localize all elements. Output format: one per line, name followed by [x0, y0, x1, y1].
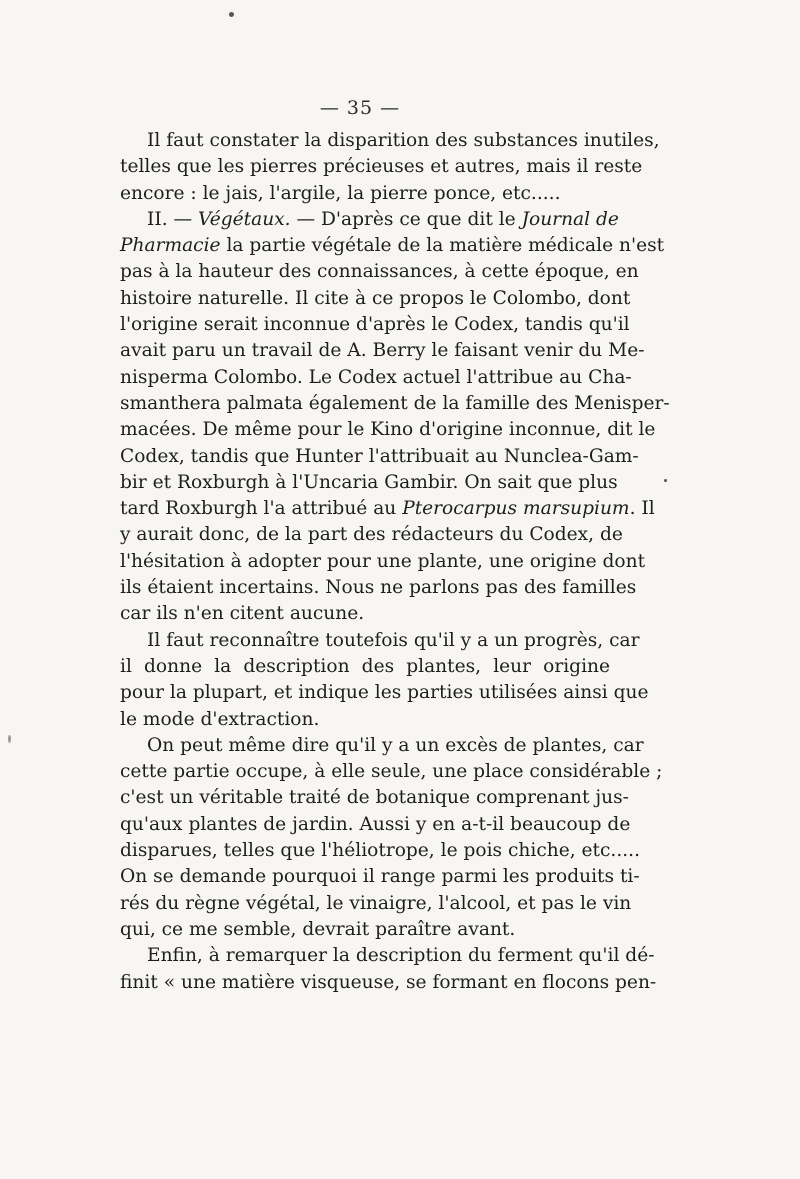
text-run: la partie végétale de la matière médicale n'est [220, 235, 665, 257]
text-line: pas à la hauteur des connaissances, à cette époque, en [120, 261, 639, 283]
text-line: Il faut constater la disparition des substances inutiles, [147, 130, 660, 151]
text-line: disparues, telles que l'héliotrope, le pois chiche, etc..... [120, 840, 640, 862]
text-line: c'est un véritable traité de botanique comprenant jus- [120, 787, 629, 809]
text-line: Il faut reconnaître toutefois qu'il y a un progrès, car [147, 629, 640, 651]
text-run: — D'après ce que dit le [290, 208, 522, 230]
text-line [120, 496, 655, 522]
text-line: macées. De même pour le Kino d'origine inconnue, dit le [120, 419, 656, 441]
text-line: Codex, tandis que Hunter l'attribuait au Nunclea-Gam- [120, 445, 639, 467]
text-line: nisperma Colombo. Le Codex actuel l'attribue au Cha- [120, 366, 632, 388]
text-line: avait paru un travail de A. Berry le faisant venir du Me- [120, 340, 645, 362]
text-line: ils étaient incertains. Nous ne parlons pas des familles [120, 577, 637, 599]
text-line: qu'aux plantes de jardin. Aussi y en a-t-il beaucoup de [120, 813, 631, 835]
text-line: rés du règne végétal, le vinaigre, l'alcool, et pas le vin [120, 892, 632, 914]
text-line: il donne la description des plantes, leur origine [120, 655, 610, 677]
text-line: l'hésitation à adopter pour une plante, une origine dont [120, 550, 646, 572]
text-line: bir et Roxburgh à l'Uncaria Gambir. On sait que plus [120, 471, 618, 493]
body-text [120, 128, 670, 996]
text-line: smanthera palmata également de la famille des Menisper- [120, 392, 670, 414]
italic-text: Pharmacie [120, 235, 221, 257]
text-line: cette partie occupe, à elle seule, une place considérable ; [120, 761, 663, 783]
text-line [120, 207, 619, 233]
text-run: tard Roxburgh l'a attribué au [120, 498, 403, 520]
italic-text: Pterocarpus marsupium [402, 498, 630, 520]
text-run: II. — [147, 208, 199, 230]
ink-speck [8, 735, 11, 743]
text-line: pour la plupart, et indique les parties utilisées ainsi que [120, 682, 649, 704]
text-line: y aurait donc, de la part des rédacteurs du Codex, de [120, 524, 623, 546]
text-line: histoire naturelle. Il cite à ce propos le Colombo, dont [120, 287, 631, 309]
page-number: — 35 — [319, 97, 401, 119]
text-line: l'origine serait inconnue d'après le Codex, tandis qu'il [120, 314, 630, 336]
text-line: On se demande pourquoi il range parmi les produits ti- [120, 866, 640, 888]
text-line: le mode d'extraction. [120, 708, 320, 730]
ink-speck [229, 12, 234, 17]
text-run: . Il [629, 498, 655, 520]
text-line: finit « une matière visqueuse, se formant en flocons pen- [120, 971, 657, 993]
text-line: car ils n'en citent aucune. [120, 603, 365, 625]
text-line [120, 233, 665, 259]
text-line: qui, ce me semble, devrait paraître avant. [120, 918, 516, 940]
italic-text: Journal de [521, 208, 619, 230]
text-line: encore : le jais, l'argile, la pierre ponce, etc..... [120, 182, 561, 204]
text-line: Enfin, à remarquer la description du ferment qu'il dé- [147, 945, 655, 967]
italic-text: Végétaux. [198, 208, 291, 230]
text-line: telles que les pierres précieuses et autres, mais il reste [120, 156, 643, 178]
ink-speck [664, 479, 667, 482]
text-line: On peut même dire qu'il y a un excès de plantes, car [147, 734, 644, 756]
